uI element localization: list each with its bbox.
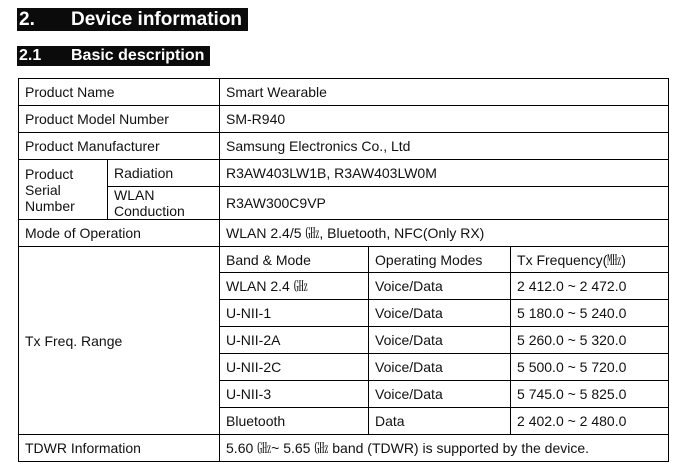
tx-freq: 5 260.0 ~ 5 320.0 bbox=[511, 327, 669, 354]
tx-mode: Voice/Data bbox=[369, 300, 511, 327]
table-row bbox=[19, 160, 669, 187]
section-heading bbox=[17, 8, 248, 31]
table-row bbox=[19, 187, 669, 220]
tx-header-freq: Tx Frequency(㎒) bbox=[511, 247, 669, 273]
product-name-label: Product Name bbox=[19, 79, 220, 106]
device-info-table bbox=[18, 78, 669, 462]
manufacturer-label: Product Manufacturer bbox=[19, 133, 220, 160]
serial-wlan-label: WLAN Conduction bbox=[108, 187, 220, 220]
tdwr-label: TDWR Information bbox=[19, 435, 220, 462]
table-row bbox=[19, 106, 669, 133]
product-name-value: Smart Wearable bbox=[220, 79, 669, 106]
manufacturer-value: Samsung Electronics Co., Ltd bbox=[220, 133, 669, 160]
serial-radiation-value: R3AW403LW1B, R3AW403LW0M bbox=[220, 160, 669, 187]
mode-value: WLAN 2.4/5 ㎓, Bluetooth, NFC(Only RX) bbox=[220, 220, 669, 247]
section-number: 2. bbox=[19, 9, 35, 30]
tx-label: Tx Freq. Range bbox=[19, 247, 220, 435]
model-label: Product Model Number bbox=[19, 106, 220, 133]
tx-band: WLAN 2.4 ㎓ bbox=[220, 273, 369, 300]
table-row bbox=[19, 79, 669, 106]
tx-header-band: Band & Mode bbox=[220, 247, 369, 273]
section-title: Device information bbox=[71, 9, 243, 30]
tx-mode: Voice/Data bbox=[369, 354, 511, 381]
subsection-heading bbox=[17, 46, 210, 66]
tx-header-mode: Operating Modes bbox=[369, 247, 511, 273]
subsection-number: 2.1 bbox=[19, 47, 42, 64]
tx-freq: 5 745.0 ~ 5 825.0 bbox=[511, 381, 669, 408]
tx-band: U-NII-2A bbox=[220, 327, 369, 354]
tx-mode: Voice/Data bbox=[369, 327, 511, 354]
tx-freq: 2 412.0 ~ 2 472.0 bbox=[511, 273, 669, 300]
tx-band: U-NII-2C bbox=[220, 354, 369, 381]
serial-label: Product Serial Number bbox=[19, 160, 108, 220]
tx-freq: 5 180.0 ~ 5 240.0 bbox=[511, 300, 669, 327]
mode-label: Mode of Operation bbox=[19, 220, 220, 247]
tx-mode: Voice/Data bbox=[369, 381, 511, 408]
tx-band: U-NII-3 bbox=[220, 381, 369, 408]
table-row bbox=[19, 247, 669, 273]
table-row bbox=[19, 133, 669, 160]
tx-band: U-NII-1 bbox=[220, 300, 369, 327]
model-value: SM-R940 bbox=[220, 106, 669, 133]
serial-radiation-label: Radiation bbox=[108, 160, 220, 187]
tx-band: Bluetooth bbox=[220, 408, 369, 435]
tx-mode: Data bbox=[369, 408, 511, 435]
tx-freq: 5 500.0 ~ 5 720.0 bbox=[511, 354, 669, 381]
tx-mode: Voice/Data bbox=[369, 273, 511, 300]
tdwr-value: 5.60 ㎓~ 5.65 ㎓ band (TDWR) is supported by the device. bbox=[220, 435, 669, 462]
serial-wlan-value: R3AW300C9VP bbox=[220, 187, 669, 220]
table-row bbox=[19, 435, 669, 462]
tx-freq: 2 402.0 ~ 2 480.0 bbox=[511, 408, 669, 435]
table-row bbox=[19, 220, 669, 247]
subsection-title: Basic description bbox=[71, 47, 205, 64]
